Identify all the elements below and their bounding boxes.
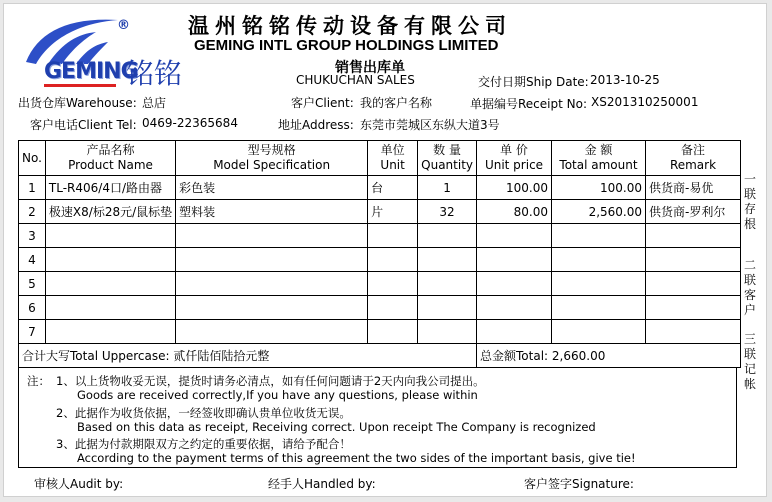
cell-product — [45, 272, 175, 296]
cell-remark — [646, 248, 741, 272]
table-row — [19, 272, 741, 296]
table-row — [19, 224, 741, 248]
tel-label: 客户电话Client Tel: — [30, 118, 137, 132]
cell-model: 塑料装 — [176, 200, 368, 224]
cell-quantity: 1 — [418, 176, 477, 200]
cell-unit-price — [477, 296, 552, 320]
cell-total: 2,560.00 — [552, 200, 646, 224]
cell-model — [176, 272, 368, 296]
cell-quantity — [418, 272, 477, 296]
cell-total: 100.00 — [552, 176, 646, 200]
cell-product — [45, 320, 175, 344]
registered-mark: ® — [117, 18, 130, 33]
cell-unit — [368, 224, 418, 248]
cell-unit-price — [477, 272, 552, 296]
address-label: 地址Address: — [278, 118, 354, 132]
cell-quantity — [418, 296, 477, 320]
address-value: 东莞市莞城区东纵大道3号 — [360, 118, 500, 132]
cell-no: 1 — [19, 176, 46, 200]
warehouse-label: 出货仓库Warehouse: — [18, 96, 137, 110]
cell-unit — [368, 320, 418, 344]
table-row — [19, 176, 741, 200]
client-label: 客户Client: — [291, 96, 354, 110]
col-header-unit-price: 单 价 Unit price — [477, 141, 552, 176]
cell-total — [552, 224, 646, 248]
cell-remark: 供货商-易优 — [646, 176, 741, 200]
cell-no: 4 — [19, 248, 46, 272]
signature-label: 客户签字Signature: — [524, 477, 634, 491]
cell-quantity — [418, 320, 477, 344]
note-2-en: Based on this data as receipt, Receiving correct. Upon receipt The Company is recognized — [77, 420, 596, 434]
cell-unit: 台 — [368, 176, 418, 200]
warehouse-value: 总店 — [142, 96, 167, 110]
cell-no: 3 — [19, 224, 46, 248]
note-1-cn: 1、以上货物收妥无误，提货时请务必清点，如有任何问题请于2天内向我公司提出。 — [56, 374, 485, 388]
audit-label: 审核人Audit by: — [34, 477, 124, 491]
notes-section — [18, 368, 737, 468]
uppercase-total-value: 贰仟陆佰陆拾元整 — [173, 349, 270, 363]
cell-product: TL-R406/4口/路由器 — [45, 176, 175, 200]
cell-no: 7 — [19, 320, 46, 344]
col-header-remark: 备注 Remark — [646, 141, 741, 176]
cell-remark — [646, 296, 741, 320]
total-amount-value: 2,660.00 — [551, 349, 606, 363]
cell-remark — [646, 224, 741, 248]
cell-no: 5 — [19, 272, 46, 296]
cell-model — [176, 296, 368, 320]
cell-unit — [368, 296, 418, 320]
col-header-product: 产品名称 Product Name — [45, 141, 175, 176]
cell-total — [552, 248, 646, 272]
cell-remark: 供货商-罗利尔 — [646, 200, 741, 224]
table-row — [19, 248, 741, 272]
company-name-cn: 温州铭铭传动设备有限公司 — [188, 13, 512, 38]
cell-total — [552, 320, 646, 344]
items-table — [18, 140, 741, 368]
total-row — [19, 344, 741, 368]
side-copy-client: 二 联 客 户 — [743, 258, 756, 317]
table-row — [19, 296, 741, 320]
table-row — [19, 320, 741, 344]
sales-slip — [3, 3, 767, 497]
ship-date-value: 2013-10-25 — [590, 73, 660, 87]
cell-product — [45, 248, 175, 272]
note-2-cn: 2、此据作为收货依据，一经签收即确认贵单位收货无误。 — [56, 406, 351, 420]
cell-model — [176, 248, 368, 272]
logo-text-cn: 铭铭 — [126, 57, 183, 90]
cell-total — [552, 296, 646, 320]
uppercase-total-label: 合计大写Total Uppercase: — [22, 349, 170, 363]
logo-underline — [44, 84, 116, 87]
company-name-en: GEMING INTL GROUP HOLDINGS LIMITED — [194, 37, 499, 54]
col-header-unit: 单位 Unit — [368, 141, 418, 176]
cell-product: 极速X8/标28元/鼠标垫 — [45, 200, 175, 224]
cell-quantity — [418, 248, 477, 272]
cell-remark — [646, 272, 741, 296]
note-3-cn: 3、此据为付款期限双方之约定的重要依据，请给予配合！ — [56, 437, 351, 451]
logo-text-en: GEMING — [44, 59, 138, 84]
note-3-en: According to the payment terms of this agreement the two sides of the important basis, give tie! — [77, 451, 636, 465]
side-copy-accounting: 三 联 记 帐 — [743, 332, 756, 391]
cell-unit: 片 — [368, 200, 418, 224]
side-copy-stub: 一 联 存 根 — [743, 172, 756, 231]
handled-by-label: 经手人Handled by: — [268, 477, 376, 491]
tel-value: 0469-22365684 — [142, 116, 238, 130]
cell-no: 6 — [19, 296, 46, 320]
receipt-label: 单据编号Receipt No: — [470, 97, 587, 111]
cell-no: 2 — [19, 200, 46, 224]
cell-product — [45, 296, 175, 320]
cell-unit-price — [477, 248, 552, 272]
cell-remark — [646, 320, 741, 344]
form-title-en: CHUKUCHAN SALES — [296, 73, 415, 87]
cell-unit-price: 80.00 — [477, 200, 552, 224]
uppercase-total-cell — [19, 344, 477, 368]
cell-quantity: 32 — [418, 200, 477, 224]
cell-model — [176, 320, 368, 344]
notes-prefix: 注： — [27, 374, 50, 388]
col-header-no: No. — [19, 141, 46, 176]
receipt-value: XS201310250001 — [591, 95, 699, 109]
cell-total — [552, 272, 646, 296]
total-amount-label: 总金额Total: — [480, 349, 549, 363]
cell-unit — [368, 248, 418, 272]
col-header-quantity: 数 量 Quantity — [418, 141, 477, 176]
cell-unit-price: 100.00 — [477, 176, 552, 200]
cell-product — [45, 224, 175, 248]
cell-model: 彩色装 — [176, 176, 368, 200]
table-row — [19, 200, 741, 224]
col-header-total: 金 额 Total amount — [552, 141, 646, 176]
client-value: 我的客户名称 — [360, 96, 433, 110]
cell-unit-price — [477, 320, 552, 344]
total-amount-cell — [477, 344, 741, 368]
cell-unit — [368, 272, 418, 296]
col-header-model: 型号规格 Model Specification — [176, 141, 368, 176]
table-header-row — [19, 141, 741, 176]
cell-quantity — [418, 224, 477, 248]
note-1-en: Goods are received correctly,If you have any questions, please within — [77, 388, 478, 402]
ship-date-label: 交付日期Ship Date: — [478, 75, 589, 89]
form-title-cn: 销售出库单 — [335, 60, 405, 76]
cell-model — [176, 224, 368, 248]
cell-unit-price — [477, 224, 552, 248]
